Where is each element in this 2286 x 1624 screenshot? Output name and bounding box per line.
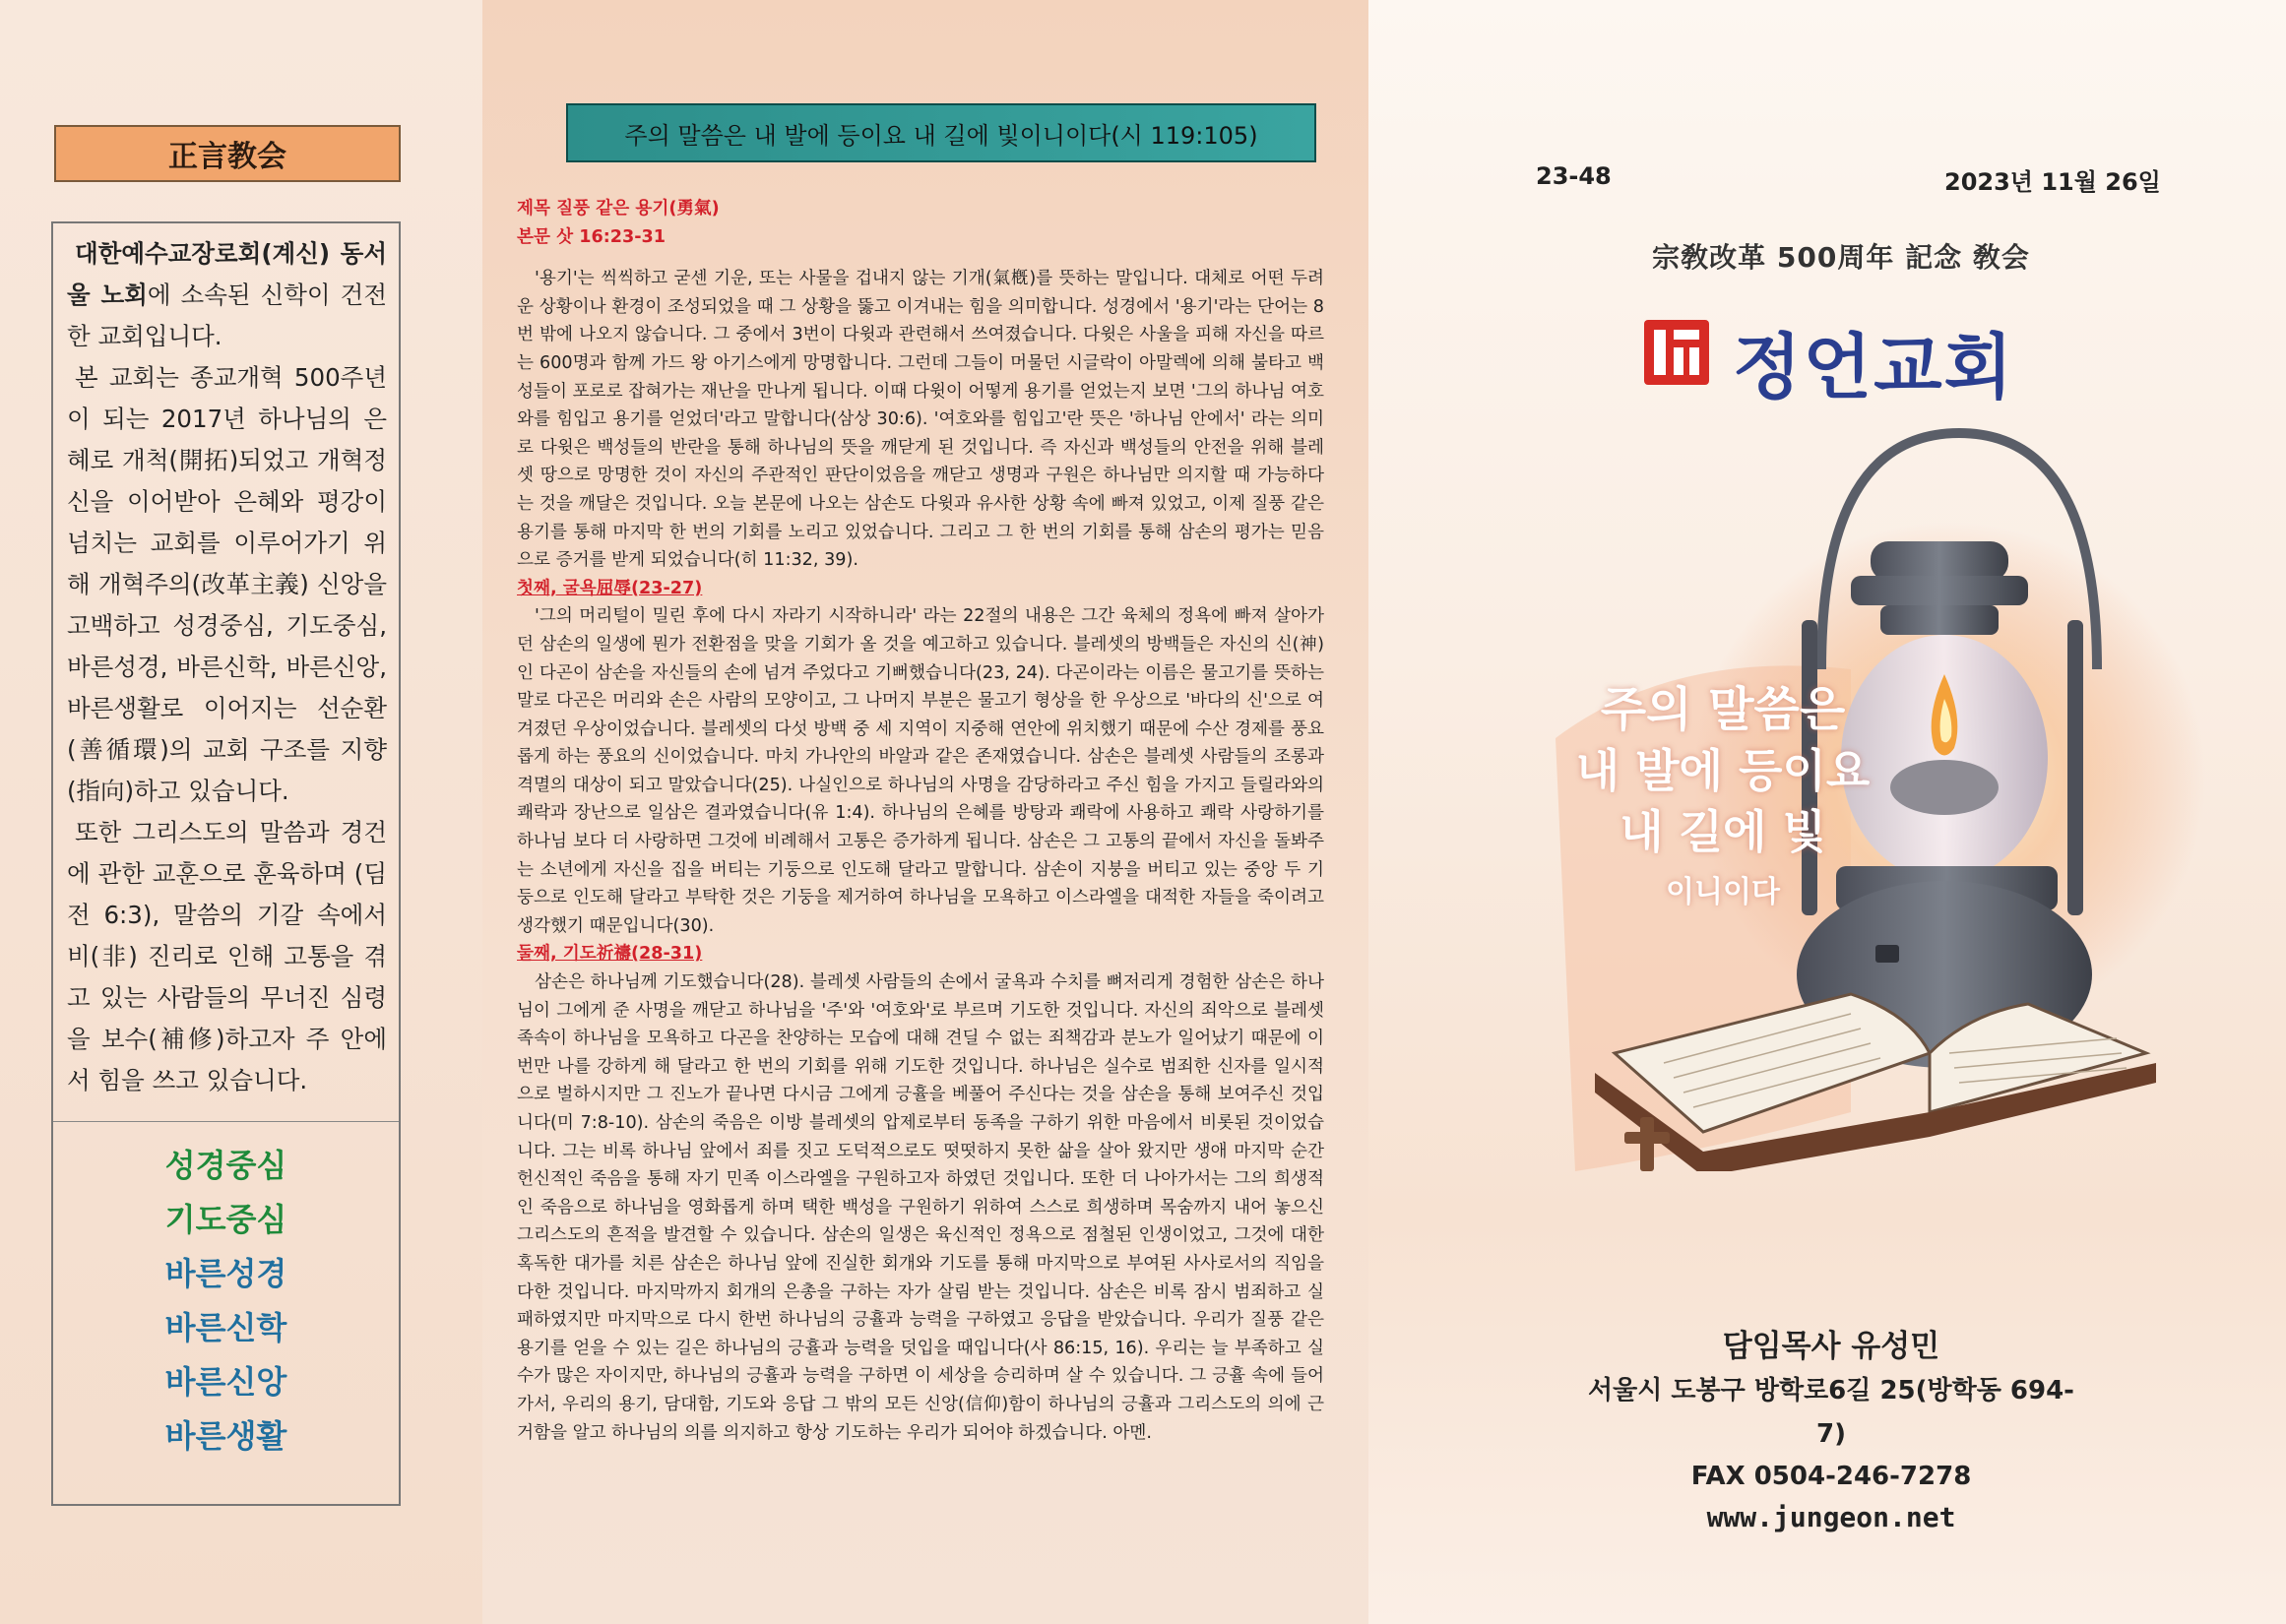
intro-box <box>51 221 401 1506</box>
overlay-line-1: 주의 말씀은 <box>1600 682 1846 737</box>
contact-block <box>1575 1324 2087 1538</box>
intro-divider <box>53 1121 399 1122</box>
fax-label: FAX <box>1690 1462 1746 1491</box>
fax-number: 0504-246-7278 <box>1753 1462 1972 1491</box>
sermon <box>517 195 1324 1447</box>
sermon-title: 제목 질풍 같은 용기(勇氣) <box>517 199 720 219</box>
intro-paragraph-2: 본 교회는 종교개혁 500주년이 되는 2017년 하나님의 은혜로 개척(開拓)되었고 개혁정신을 이어받아 은혜와 평강이 넘치는 교회를 이루어가기 위해 개혁주의(改革主義) 신앙을 고백하고 성경중심, 기도중심, 바른성경, 바른신학, 바른신앙, 바른생활로 이어지는 선순환(善循環)의 교회 구조를 지향(指向)하고 있습니다. <box>67 363 387 805</box>
church-name: 정언교회 <box>1733 326 2015 408</box>
intro-bold: 대한예수교장로회(계신) 동서울 노회 <box>67 239 387 309</box>
church-subtitle: 宗敎改革 500周年 記念 敎会 <box>1652 241 2030 274</box>
church-logo-icon <box>1644 320 1709 385</box>
intro-paragraph-3: 또한 그리스도의 말씀과 경건에 관한 교훈으로 훈육하며 (딤전 6:3), 말씀의 기갈 속에서 비(非) 진리로 인해 고통을 겪고 있는 사람들의 무너진 심령을 보수(補修)하고자 주 안에서 힘을 쓰고 있습니다. <box>67 818 387 1094</box>
principle-item: 바른성경 <box>164 1255 287 1292</box>
principle-item: 기도중심 <box>164 1201 287 1238</box>
principles-list <box>53 1139 399 1464</box>
sermon-paragraph-1: '그의 머리털이 밀린 후에 다시 자라기 시작하니라' 라는 22절의 내용은 그간 육체의 정욕에 빠져 살아가던 삼손의 일생에 뭔가 전환점을 맞을 기회가 올 것을 예고하고 있습니다. 블레셋의 방백들은 자신의 신(神)인 다곤이 삼손을 자신들의 손에 넘겨 주었다고 기뻐했습니다(23, 24). 다곤이라는 이름은 물고기를 뜻하는 말로 다곤은 머리와 손은 사람의 모양이고, 그 나머지 부분은 물고기 형상을 한 우상으로 '바다의 신'으로 여겨졌던 우상이었습니다. 블레셋의 다섯 방백 중 세 지역이 지중해 연안에 위치했기 때문에 수산 경제를 풍요롭게 하는 풍요의 신이었습니다. 마치 가나안의 바알과 같은 존재였습니다. 삼손은 블레셋 사람들의 조롱과 격멸의 대상이 되고 말았습니다(25). 나실인으로 하나님의 사명을 감당하라고 주신 힘을 가지고 들릴라와의 쾌락과 장난으로 일삼은 결과였습니다(유 1:4). 하나님의 은혜를 방탕과 쾌락에 사용하고 쾌락 사랑하기를 하나님 보다 더 사랑하면 그것에 비례해서 고통은 증가하게 됩니다. 삼손은 그 고통의 끝에서 자신을 돌봐주는 소년에게 자신을 집을 버티는 기둥으로 인도해 달라고 말합니다. 삼손이 지붕을 버티고 있는 중앙 두 기둥으로 인도해 달라고 부탁한 것은 기둥을 제거하여 하나님을 모욕하고 이스라엘을 대적한 자들을 죽이려고 생각했기 때문입니다(30). <box>517 606 1324 936</box>
overlay-line-3: 내 길에 빛 <box>1619 805 1826 858</box>
intro-p1-rest: 에 소속된 신학이 건전한 교회입니다. <box>67 281 387 350</box>
sermon-heading-2: 둘째, 기도祈禱(28-31) <box>517 944 703 965</box>
issue-date: 2023년 11월 26일 <box>1944 168 2161 196</box>
sermon-text-ref: 본문 삿 16:23-31 <box>517 226 667 247</box>
issue-number: 23-48 <box>1536 162 1612 190</box>
church-tag: 正言教会 <box>54 125 401 182</box>
fax-line <box>1575 1456 2087 1497</box>
intro-paragraph-1 <box>67 233 387 357</box>
overlay-verse <box>1575 679 1871 923</box>
sermon-heading-1: 첫째, 굴욕屈辱(23-27) <box>517 578 703 598</box>
church-address: 서울시 도봉구 방학로6길 25(방학동 694-7) <box>1588 1376 2074 1449</box>
overlay-line-4: 이니이다 <box>1666 875 1780 909</box>
principle-item: 바른신앙 <box>164 1363 287 1401</box>
principle-item: 성경중심 <box>164 1147 287 1184</box>
sermon-paragraph-2: 삼손은 하나님께 기도했습니다(28). 블레셋 사람들의 손에서 굴욕과 수치를 뼈저리게 경험한 삼손은 하나님이 그에게 준 사명을 깨닫고 하나님을 '주'와 '여호와'로 부르며 기도한 것입니다. 자신의 죄악으로 블레셋 족속이 하나님을 모욕하고 다곤을 찬양하는 모습에 대해 견딜 수 없는 죄책감과 분노가 일어났기 때문에 이번만 나를 강하게 해 달라고 한 번의 기회를 위해 기도한 것입니다. 하나님은 실수로 범죄한 신자를 일시적으로 벌하시지만 그 진노가 끝나면 다시금 그에게 긍휼을 베풀어 주신다는 것을 삼손을 통해 보여주신 것입니다(미 7:8-10). 삼손의 죽음은 이방 블레셋의 압제로부터 동족을 구하기 위한 마음에서 비롯된 것이었습니다. 그는 비록 하나님 앞에서 죄를 짓고 도덕적으로도 떳떳하지 못한 삶을 살아 왔지만 생애 마지막 순간 헌신적인 죽음을 통해 자기 민족 이스라엘을 구원하고자 하였던 것입니다. 또한 더 나아가서는 그의 희생적인 죽음으로 하나님을 영화롭게 하며 택한 백성을 구원하기 위하여 스스로 희생하며 목숨까지 내어 놓으신 그리스도의 흔적을 발견할 수 있습니다. 삼손의 일생은 육신적인 정욕으로 점철된 인생이었고, 그것에 대한 혹독한 대가를 치른 삼손은 하나님 앞에 진실한 회개와 기도를 통해 마지막으로 부여된 사사로서의 직임을 다한 것입니다. 마지막까지 회개의 은총을 구하는 자가 살림 받는 것입니다. 삼손은 비록 잠시 범죄하고 실패하였지만 마지막으로 다시 한번 하나님의 긍휼과 능력을 구하였고 응답을 받았습니다. 우리가 질풍 같은 용기를 얻을 수 있는 길은 하나님의 긍휼과 능력을 덧입을 때입니다(사 86:15, 16). 우리는 늘 부족하고 실수가 많은 자이지만, 하나님의 긍휼과 능력을 구하면 이 세상을 승리하며 살 수 있습니다. 그 긍휼 속에 들어가서, 우리의 용기, 담대함, 기도와 응답 그 밖의 모든 신앙(信仰)함이 하나님의 긍휼과 그리스도의 의에 근거함을 알고 하나님의 의를 의지하고 항상 기도하는 우리가 되어야 하겠습니다. 아멘. <box>517 972 1324 1443</box>
overlay-line-2: 내 발에 등이요 <box>1575 744 1871 797</box>
principle-item: 바른생활 <box>164 1417 287 1455</box>
pastor-name: 담임목사 유성민 <box>1722 1329 1940 1364</box>
intro-text <box>67 233 387 1101</box>
principle-item: 바른신학 <box>164 1309 287 1346</box>
website-link[interactable]: www.jungeon.net <box>1706 1501 1956 1533</box>
spacer <box>517 251 1324 265</box>
sermon-intro-paragraph: '용기'는 씩씩하고 굳센 기운, 또는 사물을 겁내지 않는 기개(氣槪)를 뜻하는 말입니다. 대체로 어떤 두려운 상황이나 환경이 조성되었을 때 그 상황을 뚫고 이겨내는 힘을 의미합니다. 성경에서 '용기'라는 단어는 8번 밖에 나오지 않습니다. 그 중에서 3번이 다윗과 관련해서 쓰여졌습니다. 다윗은 사울을 피해 자신을 따르는 600명과 함께 가드 왕 아기스에게 망명합니다. 그런데 그들이 머물던 시글락이 아말렉에 의해 불타고 백성들이 포로로 잡혀가는 재난을 만나게 됩니다. 이때 다윗이 어떻게 용기를 얻었는지 보면 '그의 하나님 여호와를 힘입고 용기를 얻었더'라고 말합니다(삼상 30:6). '여호와를 힘입고'란 뜻은 '하나님 안에서' 라는 의미로 다윗은 백성들의 반란을 통해 하나님의 뜻을 깨닫게 된 것입니다. 즉 자신과 백성들의 안전을 위해 블레셋 땅으로 망명한 것이 자신의 주관적인 판단이었음을 깨닫고 생명과 구원은 하나님만 의지할 때 가능하다는 것을 깨달은 것입니다. 오늘 본문에 나오는 삼손도 다윗과 유사한 상황 속에 빠져 있었고, 이제 질풍 같은 용기를 통해 마지막 한 번의 기회를 노리고 있었습니다. 그리고 그 한 번의 기회를 통해 삼손의 평가는 믿음으로 증거를 받게 되었습니다(히 11:32, 39). <box>517 269 1324 571</box>
verse-banner: 주의 말씀은 내 발에 등이요 내 길에 빛이니이다(시 119:105) <box>566 103 1316 162</box>
